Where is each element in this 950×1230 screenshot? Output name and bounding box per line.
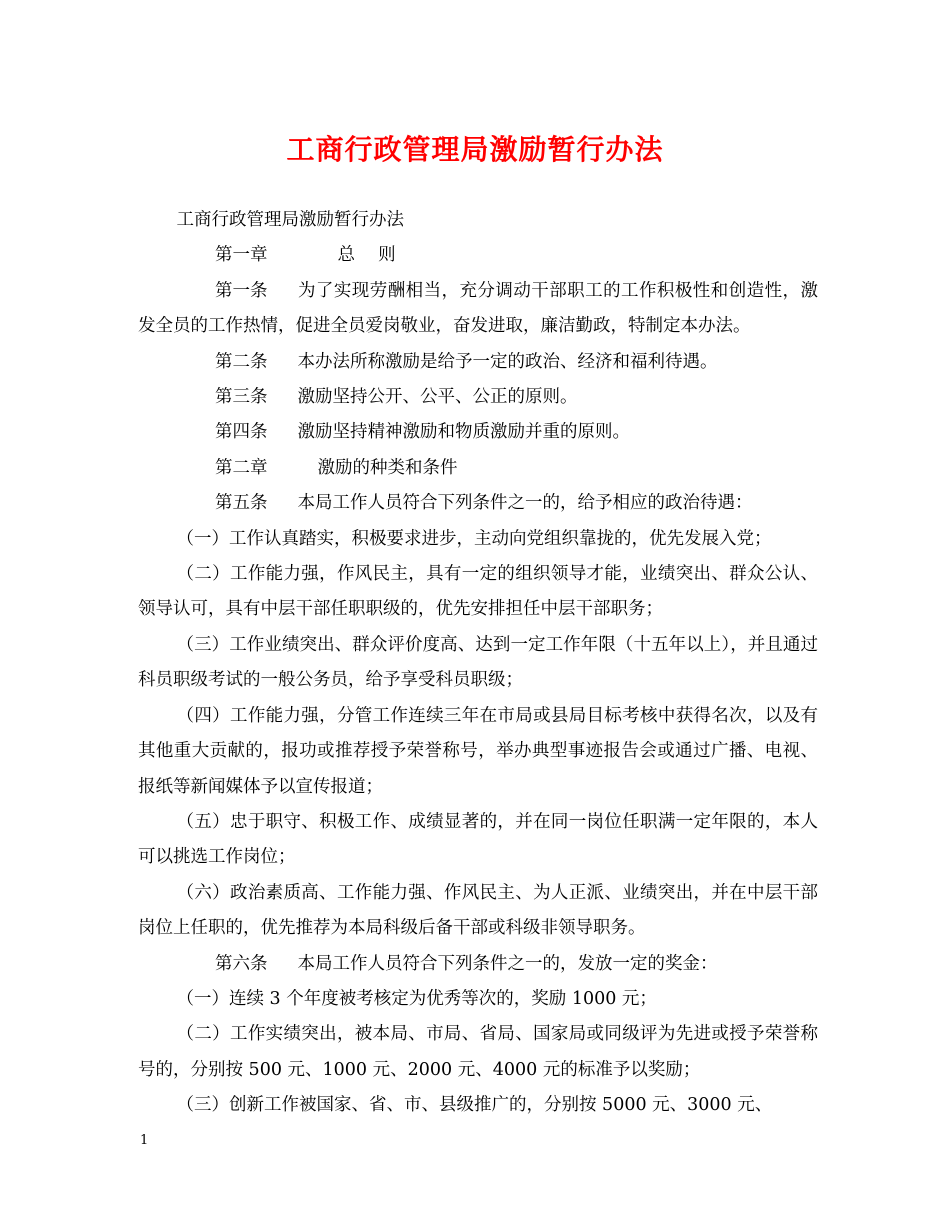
article-text: 激励坚持公开、公平、公正的原则。 bbox=[297, 387, 578, 408]
list-item bbox=[138, 628, 818, 699]
article bbox=[138, 274, 818, 345]
list-item-text: （三）工作业绩突出、群众评价度高、达到一定工作年限（十五年以上），并且通过科员职级考试的一般公务员，给予享受科员职级； bbox=[138, 634, 818, 691]
list-item bbox=[138, 557, 818, 628]
list-item bbox=[138, 1017, 818, 1088]
article-number: 第三条 bbox=[215, 387, 268, 408]
article-number: 第四条 bbox=[215, 422, 268, 443]
article-number: 第五条 bbox=[215, 493, 268, 514]
document-body bbox=[138, 203, 818, 1124]
list-item-text: （二）工作能力强，作风民主，具有一定的组织领导才能，业绩突出、群众公认、领导认可，具有中层干部任职职级的，优先安排担任中层干部职务； bbox=[138, 564, 818, 620]
list-item bbox=[138, 805, 818, 876]
list-item bbox=[138, 876, 818, 947]
article bbox=[138, 345, 818, 380]
list-item-text: （六）政治素质高、工作能力强、作风民主、为人正派、业绩突出，并在中层干部岗位上任职的，优先推荐为本局科级后备干部或科级非领导职务。 bbox=[138, 882, 818, 939]
article bbox=[138, 947, 818, 982]
chapter-title: 总 则 bbox=[337, 245, 396, 266]
list-item bbox=[138, 1088, 818, 1123]
article-text: 为了实现劳酬相当，充分调动干部职工的工作积极性和创造性，激发全员的工作热情，促进全员爱岗敬业，奋发进取，廉洁勤政，特制定本办法。 bbox=[138, 280, 818, 337]
chapter-heading bbox=[138, 451, 818, 486]
chapter-heading bbox=[138, 238, 818, 273]
article-text: 本局工作人员符合下列条件之一的，给予相应的政治待遇： bbox=[297, 493, 753, 514]
list-item-text: （一）连续 3 个年度被考核定为优秀等次的，奖励 1000 元； bbox=[176, 988, 657, 1009]
list-item-text: （五）忠于职守、积极工作、成绩显著的，并在同一岗位任职满一定年限的，本人可以挑选工作岗位； bbox=[138, 811, 818, 868]
article-text: 本局工作人员符合下列条件之一的，发放一定的奖金： bbox=[297, 953, 718, 974]
chapter-number: 第一章 bbox=[215, 245, 268, 266]
article-text: 本办法所称激励是给予一定的政治、经济和福利待遇。 bbox=[297, 351, 718, 372]
article-text: 激励坚持精神激励和物质激励并重的原则。 bbox=[297, 422, 630, 443]
document-title: 工商行政管理局激励暂行办法 bbox=[286, 133, 664, 166]
article-number: 第一条 bbox=[215, 280, 268, 301]
list-item-text: （一）工作认真踏实，积极要求进步，主动向党组织靠拢的，优先发展入党； bbox=[176, 528, 772, 549]
article bbox=[138, 380, 818, 415]
article bbox=[138, 486, 818, 521]
list-item bbox=[138, 982, 818, 1017]
article-number: 第六条 bbox=[215, 953, 268, 974]
chapter-number: 第二章 bbox=[215, 457, 268, 478]
list-item bbox=[138, 699, 818, 805]
list-item bbox=[138, 522, 818, 557]
paragraph-text: 工商行政管理局激励暂行办法 bbox=[176, 210, 404, 230]
article bbox=[138, 415, 818, 450]
article-number: 第二条 bbox=[215, 351, 268, 372]
list-item-text: （二）工作实绩突出，被本局、市局、省局、国家局或同级评为先进或授予荣誉称号的，分别按 500 元、1000 元、2000 元、4000 元的标准予以奖励； bbox=[138, 1024, 818, 1080]
chapter-title: 激励的种类和条件 bbox=[317, 457, 458, 478]
page-number: 1 bbox=[140, 1133, 149, 1148]
list-item-text: （三）创新工作被国家、省、市、县级推广的，分别按 5000 元、3000 元、 bbox=[176, 1095, 773, 1116]
paragraph bbox=[138, 203, 818, 238]
list-item-text: （四）工作能力强，分管工作连续三年在市局或县局目标考核中获得名次，以及有其他重大贡献的，报功或推荐授予荣誉称号，举办典型事迹报告会或通过广播、电视、报纸等新闻媒体予以宣传报道； bbox=[138, 705, 818, 797]
